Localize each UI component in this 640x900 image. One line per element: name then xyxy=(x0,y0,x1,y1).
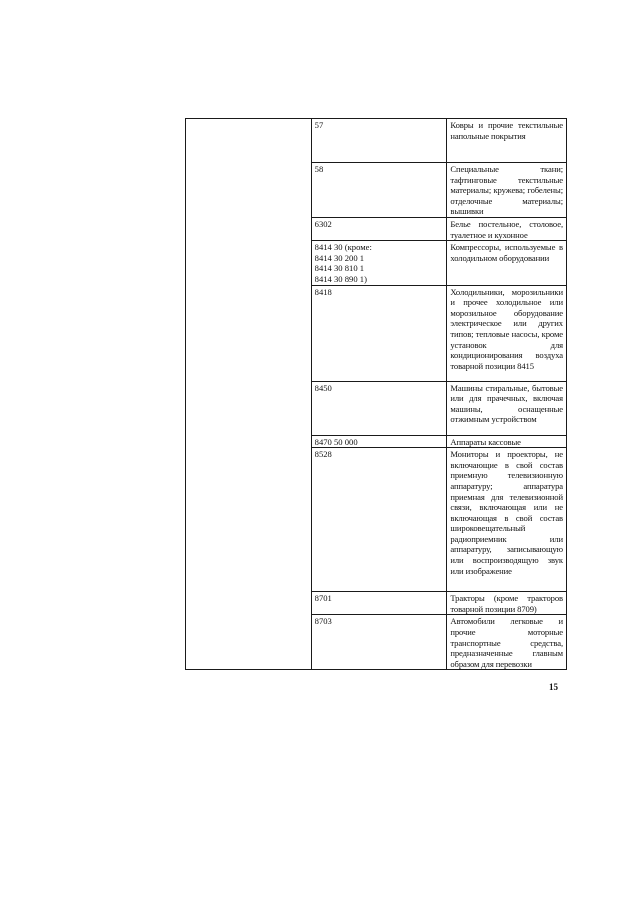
code-cell xyxy=(311,615,447,670)
code-line: 8418 xyxy=(314,286,332,297)
code-line: 8701 xyxy=(314,593,332,604)
description-cell: Компрессоры, используемые в холодильном оборудовании xyxy=(447,241,567,285)
code-line: 8414 30 (кроме: xyxy=(314,242,372,253)
description-cell: Белье постельное, столовое, туалетное и кухонное xyxy=(447,217,567,240)
table-row xyxy=(186,119,567,163)
code-line: 8528 xyxy=(314,449,332,460)
code-cell xyxy=(311,381,447,435)
code-cell xyxy=(311,285,447,381)
code-cell xyxy=(311,217,447,240)
goods-table xyxy=(185,118,567,670)
description-cell: Мониторы и проекторы, не включающие в свой состав приемную телевизионную аппаратуру; аппаратура приемная для телевизионной связи, включающая или не включающая в свой состав широковещательный радиоприемник или аппаратуру, записывающую или воспроизводящую звук или изображение xyxy=(447,448,567,592)
code-line: 8414 30 890 1) xyxy=(314,273,367,284)
code-line: 8450 xyxy=(314,382,332,393)
code-line: 58 xyxy=(314,164,324,174)
page-number: 15 xyxy=(549,682,558,692)
description-cell: Специальные ткани; тафтинговые текстильные материалы; кружева; гобелены; отделочные материалы; вышивки xyxy=(447,163,567,218)
code-line: 8414 30 810 1 xyxy=(314,263,365,274)
code-line: 6302 xyxy=(314,218,332,229)
code-line: 8414 30 200 1 xyxy=(314,252,365,263)
description-cell: Машины стиральные, бытовые или для прачечных, включая машины, оснащенные отжимным устройством xyxy=(447,381,567,435)
description-cell: Ковры и прочие текстильные напольные покрытия xyxy=(447,119,567,163)
code-line: 8470 50 000 xyxy=(314,436,358,447)
code-cell xyxy=(311,448,447,592)
description-cell: Тракторы (кроме тракторов товарной позиции 8709) xyxy=(447,592,567,615)
description-cell: Холодильники, морозильники и прочее холодильное или морозильное оборудование электрическое или других типов; тепловые насосы, кроме установок для кондиционирования воздуха товарной позиции 8415 xyxy=(447,285,567,381)
code-cell xyxy=(311,435,447,448)
description-cell: Аппараты кассовые xyxy=(447,435,567,448)
code-cell xyxy=(311,241,447,285)
code-cell xyxy=(311,119,447,163)
code-line: 57 xyxy=(314,120,324,130)
description-cell: Автомобили легковые и прочие моторные транспортные средства, предназначенные главным образом для перевозки xyxy=(447,615,567,670)
code-cell xyxy=(311,592,447,615)
blank-column-cell xyxy=(186,119,312,670)
code-cell xyxy=(311,163,447,218)
code-line: 8703 xyxy=(314,616,332,627)
